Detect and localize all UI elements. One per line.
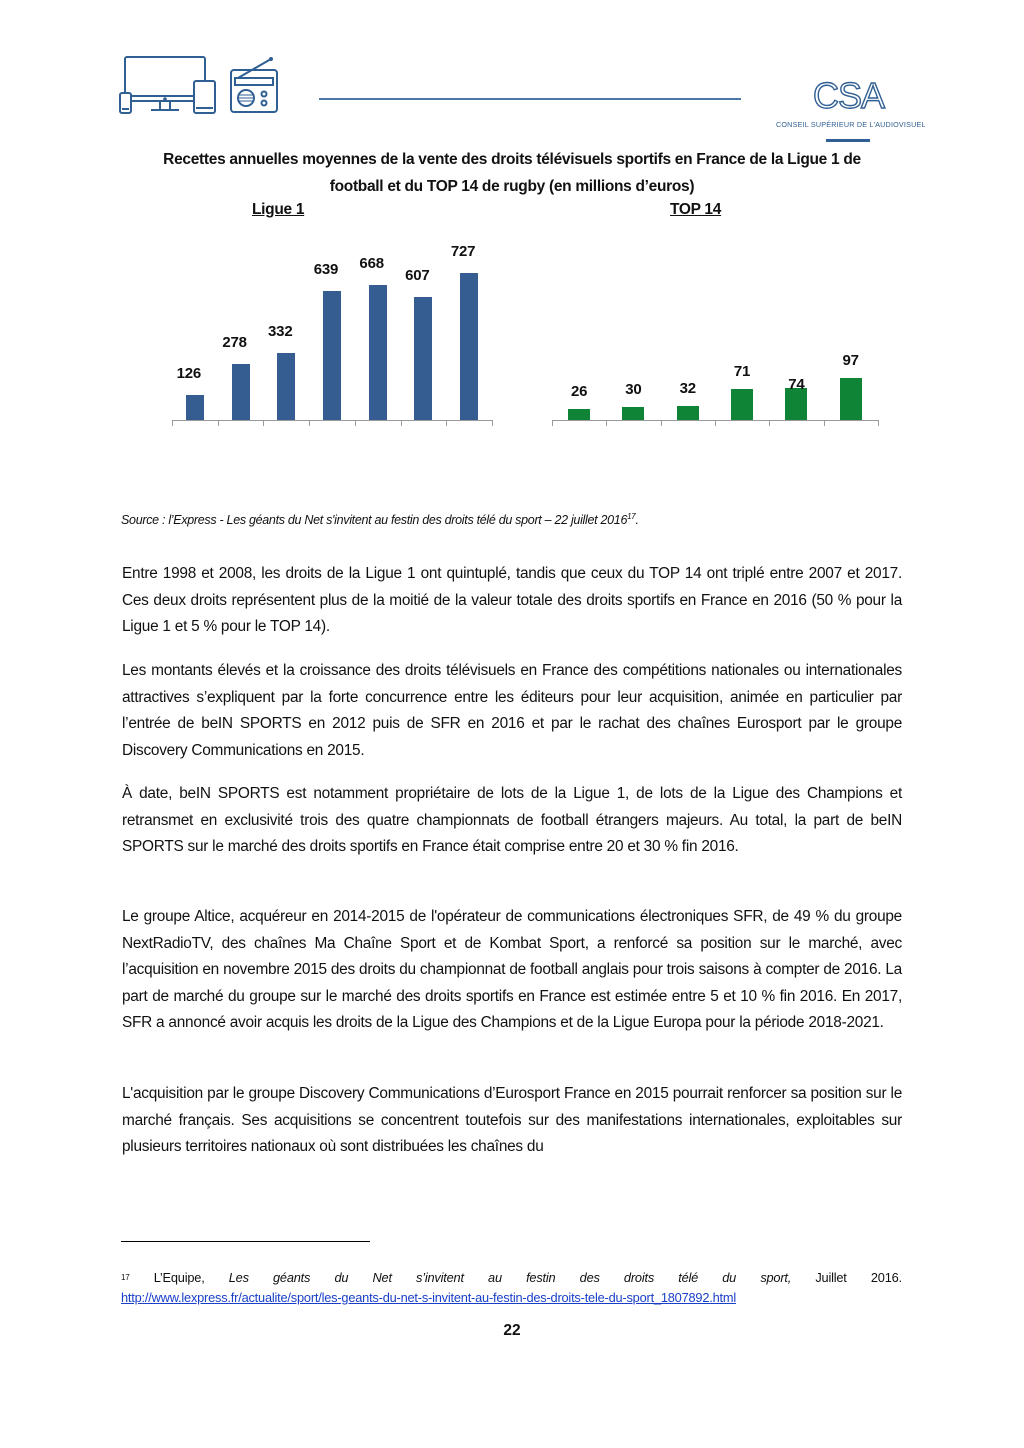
footnote-word: Les	[228, 1270, 249, 1285]
csa-logo-subtitle: CONSEIL SUPÉRIEUR DE L'AUDIOVISUEL	[776, 120, 926, 129]
devices-and-radio-icon	[118, 54, 294, 122]
footnote-word: géants	[273, 1270, 311, 1285]
bar-value-label: 668	[359, 255, 384, 273]
footnote-word: sport,	[760, 1270, 792, 1285]
bar-value-label: 332	[268, 322, 293, 340]
bar-value-label: 26	[570, 382, 588, 400]
top14-chart-label: TOP 14	[670, 201, 722, 218]
bar	[186, 395, 204, 420]
x-axis-tick	[401, 420, 402, 426]
page-number: 22	[503, 1322, 521, 1339]
bar	[369, 285, 387, 420]
footnote-word: droits	[623, 1270, 655, 1285]
footnote-word: du	[334, 1270, 349, 1285]
footnote-word: Juillet	[815, 1270, 847, 1285]
bar	[232, 364, 250, 420]
x-axis-tick	[878, 420, 879, 426]
ligue1-chart-label: Ligue 1	[252, 201, 305, 218]
bar-value-label: 278	[222, 333, 247, 351]
paragraph-5: L'acquisition par le groupe Discovery Communications d’Eurosport France en 2015 pourrait renforcer sa position sur le marché français. Ses acquisitions se concentrent toutefois sur des manifestations internationales, exploitables sur plusieurs territoires nationaux où sont distribuées les chaînes du	[122, 1085, 902, 1156]
paragraph-1: Entre 1998 et 2008, les droits de la Ligue 1 ont quintuplé, tandis que ceux du TOP 14 ont triplé entre 2007 et 2017. Ces deux droits représentent plus de la moitié de la valeur totale des droits sportifs en France en 2016 (50 % pour la Ligue 1 et 5 % pour le TOP 14).	[122, 565, 902, 636]
footnote-citation	[121, 1268, 902, 1288]
x-axis-tick	[218, 420, 219, 426]
bar-value-label: 727	[450, 243, 476, 261]
footnote-word: 2016.	[870, 1270, 902, 1285]
csa-logo	[776, 75, 926, 146]
x-axis-tick	[715, 420, 716, 426]
footnote-word: télé	[678, 1270, 699, 1285]
bar-value-label: 71	[733, 363, 751, 381]
bar	[731, 389, 753, 420]
x-axis-tick	[492, 420, 493, 426]
x-axis-tick	[309, 420, 310, 426]
figure-title	[112, 146, 912, 200]
header-rule	[319, 98, 741, 100]
bar	[277, 353, 295, 420]
x-axis-line	[172, 420, 492, 421]
bar	[677, 406, 699, 420]
bar-value-label: 32	[679, 380, 696, 398]
footnote-word: des	[579, 1270, 600, 1285]
x-axis-tick	[606, 420, 607, 426]
bar-value-label: 30	[625, 381, 642, 399]
footnote-word: du	[722, 1270, 737, 1285]
footnote-word: Net	[372, 1270, 392, 1285]
csa-logo-underline	[826, 139, 870, 142]
bar-value-label: 607	[405, 267, 430, 285]
bar-value-label: 97	[842, 352, 859, 370]
footnote-number: 17	[121, 1273, 130, 1282]
footnote-url-link[interactable]: http://www.lexpress.fr/actualite/sport/les-geants-du-net-s-invitent-au-festin-des-droits-tele-du-sport_1807892.html	[121, 1290, 737, 1305]
paragraph-3: À date, beIN SPORTS est notamment propriétaire de lots de la Ligue 1, de lots de la Ligue des Champions et retransmet en exclusivité trois des quatre championnats de football étrangers majeurs. Au total, la part de beIN SPORTS sur le marché des droits sportifs en France était comprise entre 20 et 30 % fin 2016.	[122, 785, 902, 856]
csa-logo-acronym: CSA	[812, 75, 885, 116]
bar	[323, 291, 341, 420]
footnote-word: au	[488, 1270, 502, 1285]
bar-value-label: 126	[176, 364, 202, 382]
bar	[460, 273, 478, 420]
bar-value-label: 74	[788, 376, 805, 394]
x-axis-tick	[661, 420, 662, 426]
figure-title-line-1: Recettes annuelles moyennes de la vente des droits télévisuels sportifs en France de la Ligue 1 de	[163, 151, 861, 168]
paragraph-2: Les montants élevés et la croissance des droits télévisuels en France des compétitions nationales ou internationales attractives s’expliquent par la forte concurrence entre les éditeurs pour leur acquisition, animée en particulier par l’entrée de beIN SPORTS en 2012 puis de SFR en 2016 et par le rachat des chaînes Eurosport par le groupe Discovery Communications en 2015.	[122, 662, 902, 759]
x-axis-tick	[824, 420, 825, 426]
paragraph-4: Le groupe Altice, acquéreur en 2014-2015 de l'opérateur de communications électroniques SFR, de 49 % du groupe NextRadioTV, des chaînes Ma Chaîne Sport et de Kombat Sport, a renforcé sa position sur le marché, avec l’acquisition en novembre 2015 des droits du championnat de football anglais pour trois saisons à compter de 2016. La part de marché du groupe sur le marché des droits sportifs en France est estimée entre 5 et 10 % fin 2016. En 2017, SFR a annoncé avoir acquis les droits de la Ligue des Champions et de la Ligue Europa pour la période 2018-2021.	[122, 908, 902, 1032]
bar-value-label: 639	[313, 260, 339, 278]
x-axis-tick	[552, 420, 553, 426]
bar	[840, 378, 862, 420]
x-axis-tick	[355, 420, 356, 426]
figure-title-line-2: football et du TOP 14 de rugby (en millions d’euros)	[329, 178, 695, 195]
bar	[622, 407, 644, 420]
bar	[414, 297, 432, 420]
footnote-word: festin	[526, 1270, 556, 1285]
footnote-word: s’invitent	[416, 1270, 464, 1285]
figure-source: Source : l’Express - Les géants du Net s'invitent au festin des droits télé du sport – 22 juillet 2016$^{17}$.	[121, 512, 639, 528]
footnote-ref[interactable]: 17	[627, 512, 636, 521]
bar	[568, 409, 590, 420]
x-axis-tick	[172, 420, 173, 426]
footnote	[121, 1268, 902, 1308]
footnote-separator	[121, 1241, 370, 1242]
x-axis-tick	[769, 420, 770, 426]
x-axis-tick	[446, 420, 447, 426]
x-axis-tick	[263, 420, 264, 426]
footnote-word: L’Equipe,	[153, 1270, 205, 1285]
